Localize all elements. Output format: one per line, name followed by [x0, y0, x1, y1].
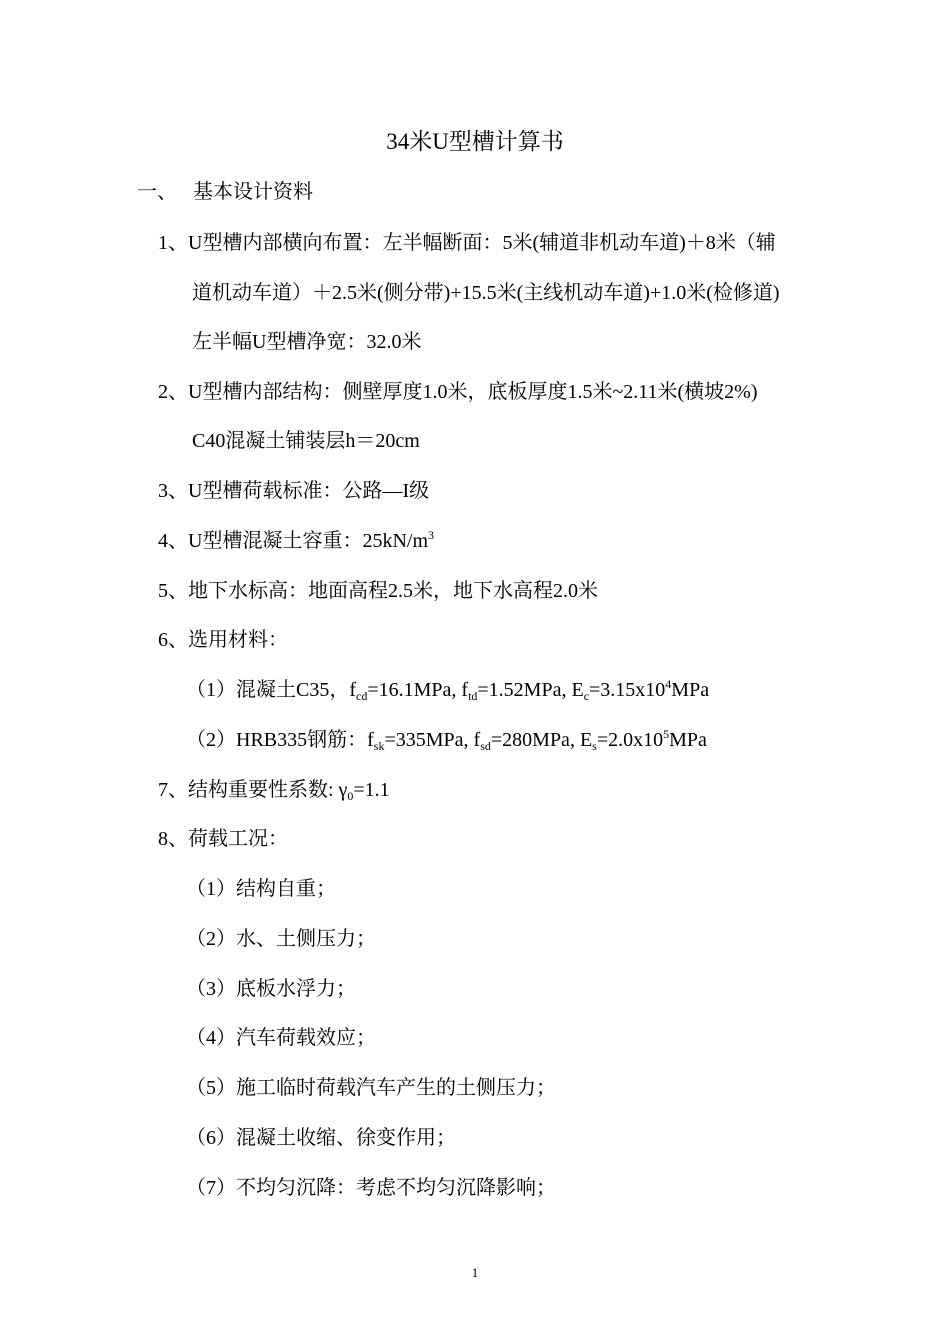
load-case-5: （5）施工临时荷载汽车产生的土侧压力； [186, 1077, 556, 1099]
load-case-4: （4）汽车荷载效应； [186, 1027, 376, 1049]
material-2 [186, 724, 707, 756]
material-2-sub: sd [480, 739, 491, 753]
item-3: 3、U型槽荷载标准：公路—I级 [158, 480, 430, 502]
item-2-line-2: C40混凝土铺装层h＝20cm [192, 430, 420, 452]
material-1-sup: 4 [665, 677, 672, 691]
item-1-line-3: 左半幅U型槽净宽：32.0米 [192, 331, 422, 353]
load-case-6: （6）混凝土收缩、徐变作用； [186, 1127, 456, 1149]
item-1-line-1: 1、U型槽内部横向布置：左半幅断面：5米(辅道非机动车道)＋8米（辅 [158, 232, 776, 254]
section-title: 基本设计资料 [193, 181, 313, 203]
material-2-part: =280MPa, E [490, 729, 593, 751]
load-case-1: （1）结构自重； [186, 878, 336, 900]
item-7 [158, 774, 390, 806]
material-2-part: =2.0x10 [596, 729, 664, 751]
material-2-part: （2）HRB335钢筋：f [186, 729, 374, 751]
item-7-sub: 0 [347, 789, 354, 803]
load-case-2: （2）水、土侧压力； [186, 928, 376, 950]
item-4-sup: 3 [428, 528, 434, 542]
material-1-part: （1）混凝土C35，f [186, 679, 356, 701]
item-2-line-1: 2、U型槽内部结构：侧壁厚度1.0米，底板厚度1.5米~2.11米(横坡2%) [158, 381, 758, 403]
item-8: 8、荷载工况： [158, 828, 288, 850]
material-2-sub: s [592, 739, 597, 753]
item-6: 6、选用材料： [158, 629, 288, 651]
material-1 [186, 674, 709, 706]
material-2-part: MPa [669, 729, 707, 751]
section-number: 一、 [137, 181, 177, 203]
material-1-sub: c [583, 689, 590, 703]
item-7-part: 7、结构重要性系数: γ [158, 779, 348, 801]
material-1-part: =3.15x10 [589, 679, 666, 701]
item-5: 5、地下水标高：地面高程2.5米，地下水高程2.0米 [158, 580, 598, 602]
material-2-sup: 5 [663, 727, 670, 741]
item-4-text: 4、U型槽混凝土容重：25kN/m [158, 530, 428, 552]
material-1-part: MPa [671, 679, 710, 701]
material-2-part: =335MPa, f [384, 729, 481, 751]
item-7-part: =1.1 [353, 779, 390, 801]
material-1-part: =1.52MPa, E [477, 679, 584, 701]
item-4 [158, 525, 434, 557]
section-heading [137, 176, 313, 208]
load-case-7: （7）不均匀沉降：考虑不均匀沉降影响； [186, 1177, 556, 1199]
document-title: 34米U型槽计算书 [386, 129, 564, 154]
material-1-sub: cd [356, 689, 368, 703]
material-1-part: =16.1MPa, f [367, 679, 469, 701]
page-number: 1 [471, 1265, 479, 1280]
item-1-line-2: 道机动车道）＋2.5米(侧分带)+15.5米(主线机动车道)+1.0米(检修道) [192, 282, 780, 304]
material-2-sub: sk [373, 739, 385, 753]
load-case-3: （3）底板水浮力； [186, 978, 356, 1000]
material-1-sub: td [468, 689, 478, 703]
